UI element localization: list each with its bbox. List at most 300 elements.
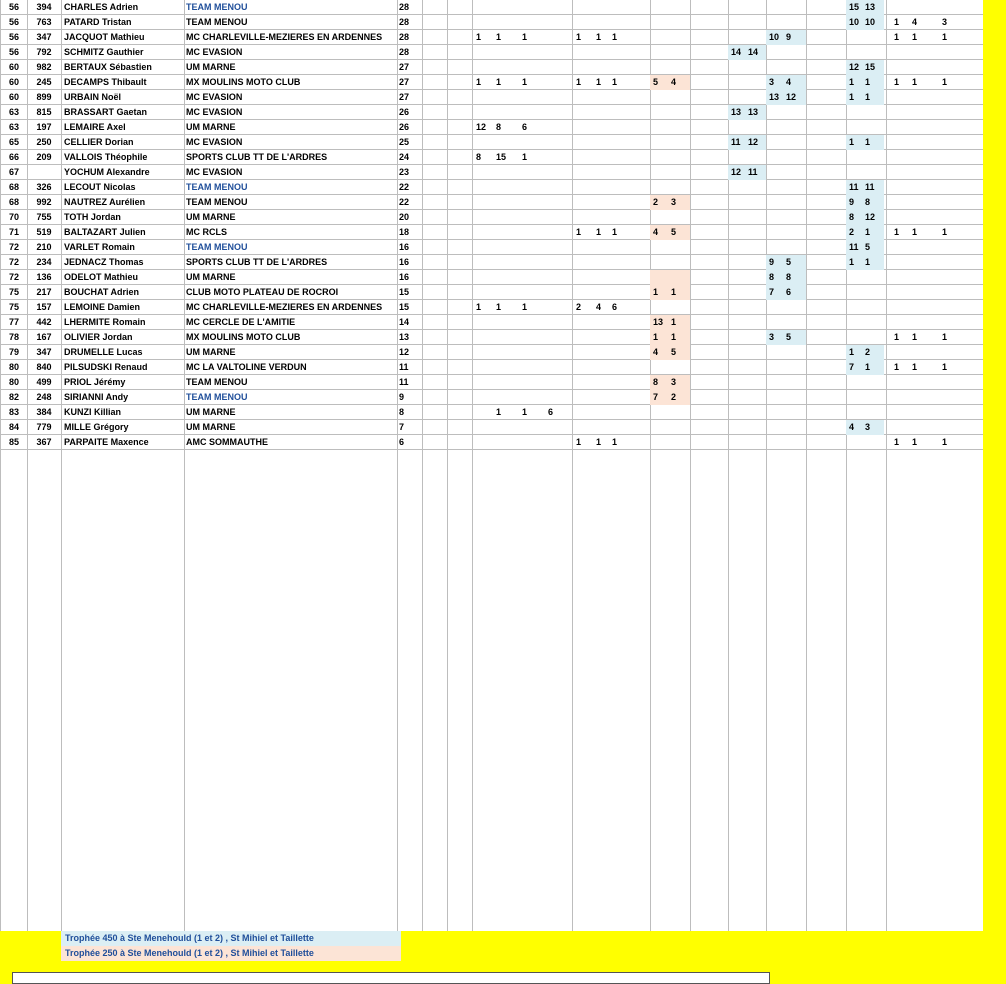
rank-cell: 60 xyxy=(8,92,19,102)
score-value: 4 xyxy=(596,302,602,312)
score-value: 1 xyxy=(894,437,900,447)
points-cell: 23 xyxy=(399,167,410,177)
score-value: 4 xyxy=(653,347,659,357)
score-value: 1 xyxy=(849,347,855,357)
club-cell: TEAM MENOU xyxy=(186,182,248,192)
bib-number-cell: 209 xyxy=(36,152,52,162)
score-value: 1 xyxy=(576,77,582,87)
table-row xyxy=(0,360,983,375)
bib-number-cell: 217 xyxy=(36,287,52,297)
table-row xyxy=(0,330,983,345)
score-group xyxy=(846,240,884,255)
table-row xyxy=(0,120,983,135)
club-cell: TEAM MENOU xyxy=(186,242,248,252)
score-value: 1 xyxy=(496,302,502,312)
score-value: 1 xyxy=(849,137,855,147)
table-row xyxy=(0,105,983,120)
bib-number-cell: 157 xyxy=(36,302,52,312)
club-cell: TEAM MENOU xyxy=(186,392,248,402)
score-value: 6 xyxy=(522,122,528,132)
club-cell: MC EVASION xyxy=(186,137,243,147)
score-value: 12 xyxy=(849,62,860,72)
score-value: 5 xyxy=(671,347,677,357)
score-value: 1 xyxy=(865,257,871,267)
score-group xyxy=(650,75,690,90)
table-row xyxy=(0,405,983,420)
rank-cell: 80 xyxy=(8,377,19,387)
score-value: 11 xyxy=(731,137,741,147)
score-value: 2 xyxy=(849,227,855,237)
score-group xyxy=(886,330,956,345)
score-value: 1 xyxy=(612,227,618,237)
rank-cell: 72 xyxy=(8,272,19,282)
score-value: 8 xyxy=(849,212,855,222)
rider-name-cell: KUNZI Killian xyxy=(64,407,122,417)
rank-cell: 56 xyxy=(8,17,19,27)
score-value: 3 xyxy=(769,77,775,87)
score-group xyxy=(650,390,690,405)
rider-name-cell: CHARLES Adrien xyxy=(64,2,139,12)
score-value: 1 xyxy=(671,287,677,297)
score-value: 1 xyxy=(865,227,871,237)
score-value: 13 xyxy=(653,317,664,327)
score-value: 1 xyxy=(894,77,900,87)
rank-cell: 80 xyxy=(8,362,19,372)
table-row xyxy=(0,90,983,105)
rank-cell: 71 xyxy=(8,227,19,237)
points-cell: 15 xyxy=(399,302,410,312)
rider-name-cell: PILSUDSKI Renaud xyxy=(64,362,148,372)
points-cell: 20 xyxy=(399,212,410,222)
rider-name-cell: BOUCHAT Adrien xyxy=(64,287,139,297)
score-value: 6 xyxy=(548,407,554,417)
score-group xyxy=(728,105,766,120)
score-value: 1 xyxy=(476,77,482,87)
rank-cell: 84 xyxy=(8,422,19,432)
club-cell: TEAM MENOU xyxy=(186,197,248,207)
bib-number-cell: 347 xyxy=(36,347,52,357)
bib-number-cell xyxy=(27,165,61,180)
score-value: 12 xyxy=(786,92,797,102)
bib-number-cell: 442 xyxy=(36,317,52,327)
score-group xyxy=(766,285,806,300)
score-group xyxy=(572,435,648,450)
rank-cell: 85 xyxy=(8,437,19,447)
score-value: 1 xyxy=(865,92,871,102)
club-cell: SPORTS CLUB TT DE L'ARDRES xyxy=(186,257,328,267)
rank-cell: 67 xyxy=(8,167,19,177)
club-cell: SPORTS CLUB TT DE L'ARDRES xyxy=(186,152,328,162)
bib-number-cell: 367 xyxy=(36,437,52,447)
score-group xyxy=(472,120,570,135)
table-row xyxy=(0,180,983,195)
score-value: 9 xyxy=(786,32,792,42)
score-value: 11 xyxy=(748,167,758,177)
rider-name-cell: LEMOINE Damien xyxy=(64,302,141,312)
score-group xyxy=(846,360,884,375)
score-group xyxy=(886,225,956,240)
rider-name-cell: LHERMITE Romain xyxy=(64,317,146,327)
score-group xyxy=(766,330,806,345)
score-value: 13 xyxy=(865,2,876,12)
score-value: 13 xyxy=(769,92,780,102)
rank-cell: 60 xyxy=(8,77,19,87)
score-value: 14 xyxy=(731,47,742,57)
score-value: 9 xyxy=(849,197,855,207)
club-cell: MC EVASION xyxy=(186,167,243,177)
score-value: 10 xyxy=(849,17,860,27)
bib-number-cell: 840 xyxy=(36,362,52,372)
rank-cell: 72 xyxy=(8,242,19,252)
score-value: 5 xyxy=(865,242,871,252)
score-value: 1 xyxy=(576,437,582,447)
table-row xyxy=(0,150,983,165)
club-cell: TEAM MENOU xyxy=(186,17,248,27)
score-value: 5 xyxy=(653,77,659,87)
score-group xyxy=(650,315,690,330)
rider-name-cell: VALLOIS Théophile xyxy=(64,152,148,162)
bib-number-cell: 384 xyxy=(36,407,52,417)
points-cell: 27 xyxy=(399,62,410,72)
bib-number-cell: 755 xyxy=(36,212,52,222)
score-value: 1 xyxy=(653,332,659,342)
table-row xyxy=(0,0,983,15)
score-group xyxy=(846,345,884,360)
score-group xyxy=(846,420,884,435)
rider-name-cell: ODELOT Mathieu xyxy=(64,272,138,282)
score-group xyxy=(766,30,806,45)
bib-number-cell: 499 xyxy=(36,377,52,387)
rider-name-cell: MILLE Grégory xyxy=(64,422,129,432)
club-cell: UM MARNE xyxy=(186,422,236,432)
score-value: 1 xyxy=(894,362,900,372)
score-group xyxy=(650,270,690,285)
legend-trophy-250: Trophée 250 à Ste Menehould (1 et 2) , St Mihiel et Taillette xyxy=(61,946,401,961)
table-row xyxy=(0,45,983,60)
score-group xyxy=(472,30,570,45)
score-group xyxy=(846,225,884,240)
club-cell: TEAM MENOU xyxy=(186,377,248,387)
score-value: 1 xyxy=(912,362,918,372)
bib-number-cell: 167 xyxy=(36,332,52,342)
score-value: 11 xyxy=(849,182,859,192)
score-group xyxy=(572,75,648,90)
rank-cell: 75 xyxy=(8,302,19,312)
rider-name-cell: BALTAZART Julien xyxy=(64,227,146,237)
score-value: 11 xyxy=(849,242,859,252)
score-value: 1 xyxy=(576,227,582,237)
score-value: 1 xyxy=(596,227,602,237)
rank-cell: 75 xyxy=(8,287,19,297)
rider-name-cell: NAUTREZ Aurélien xyxy=(64,197,146,207)
rank-cell: 68 xyxy=(8,197,19,207)
score-value: 3 xyxy=(942,17,948,27)
score-value: 1 xyxy=(942,437,948,447)
score-value: 12 xyxy=(731,167,742,177)
points-cell: 8 xyxy=(399,407,405,417)
points-cell: 26 xyxy=(399,107,410,117)
score-value: 2 xyxy=(653,197,659,207)
score-value: 1 xyxy=(496,32,502,42)
score-value: 8 xyxy=(786,272,792,282)
score-value: 1 xyxy=(849,92,855,102)
club-cell: MX MOULINS MOTO CLUB xyxy=(186,77,301,87)
score-group xyxy=(846,255,884,270)
legend-trophy-450: Trophée 450 à Ste Menehould (1 et 2) , St Mihiel et Taillette xyxy=(61,931,401,946)
score-value: 12 xyxy=(748,137,759,147)
points-cell: 25 xyxy=(399,137,410,147)
points-cell: 26 xyxy=(399,122,410,132)
club-cell: UM MARNE xyxy=(186,272,236,282)
points-cell: 24 xyxy=(399,152,410,162)
points-cell: 9 xyxy=(399,392,405,402)
rider-name-cell: DECAMPS Thibault xyxy=(64,77,147,87)
table-row xyxy=(0,435,983,450)
score-value: 4 xyxy=(653,227,659,237)
score-group xyxy=(572,225,648,240)
club-cell: MC LA VALTOLINE VERDUN xyxy=(186,362,307,372)
table-row xyxy=(0,345,983,360)
bib-number-cell: 250 xyxy=(36,137,52,147)
score-value: 12 xyxy=(476,122,487,132)
score-group xyxy=(572,300,648,315)
score-value: 1 xyxy=(496,77,502,87)
score-value: 1 xyxy=(865,137,871,147)
table-row xyxy=(0,270,983,285)
points-cell: 11 xyxy=(399,377,409,387)
score-value: 10 xyxy=(865,17,876,27)
points-cell: 22 xyxy=(399,182,410,192)
score-group xyxy=(846,75,884,90)
bib-number-cell: 519 xyxy=(36,227,52,237)
rider-name-cell: CELLIER Dorian xyxy=(64,137,134,147)
score-group xyxy=(572,30,648,45)
bib-number-cell: 210 xyxy=(36,242,52,252)
bib-number-cell: 234 xyxy=(36,257,52,267)
points-cell: 27 xyxy=(399,92,410,102)
score-value: 1 xyxy=(865,77,871,87)
club-cell: MC RCLS xyxy=(186,227,227,237)
club-cell: MC CHARLEVILLE-MEZIERES EN ARDENNES xyxy=(186,302,383,312)
table-row xyxy=(0,60,983,75)
score-value: 1 xyxy=(496,407,502,417)
table-row xyxy=(0,420,983,435)
score-value: 1 xyxy=(942,227,948,237)
score-value: 4 xyxy=(671,77,677,87)
table-row xyxy=(0,375,983,390)
rider-name-cell: VARLET Romain xyxy=(64,242,135,252)
points-cell: 28 xyxy=(399,2,410,12)
rider-name-cell: LEMAIRE Axel xyxy=(64,122,126,132)
score-value: 1 xyxy=(942,32,948,42)
rider-name-cell: URBAIN Noël xyxy=(64,92,122,102)
score-group xyxy=(650,345,690,360)
score-value: 5 xyxy=(671,227,677,237)
score-group xyxy=(650,285,690,300)
bib-number-cell: 347 xyxy=(36,32,52,42)
rider-name-cell: DRUMELLE Lucas xyxy=(64,347,143,357)
table-row xyxy=(0,15,983,30)
score-value: 11 xyxy=(865,182,875,192)
club-cell: TEAM MENOU xyxy=(186,2,248,12)
score-group xyxy=(766,270,806,285)
score-value: 14 xyxy=(748,47,759,57)
bib-number-cell: 982 xyxy=(36,62,52,72)
points-cell: 14 xyxy=(399,317,410,327)
score-value: 1 xyxy=(942,362,948,372)
score-value: 1 xyxy=(942,77,948,87)
score-value: 1 xyxy=(522,152,528,162)
points-cell: 16 xyxy=(399,242,410,252)
points-cell: 12 xyxy=(399,347,410,357)
table-row xyxy=(0,75,983,90)
club-cell: UM MARNE xyxy=(186,212,236,222)
rider-name-cell: JACQUOT Mathieu xyxy=(64,32,145,42)
club-cell: UM MARNE xyxy=(186,347,236,357)
rank-cell: 66 xyxy=(8,152,19,162)
score-value: 2 xyxy=(576,302,582,312)
rider-name-cell: JEDNACZ Thomas xyxy=(64,257,144,267)
score-value: 1 xyxy=(596,437,602,447)
rider-name-cell: PATARD Tristan xyxy=(64,17,132,27)
rider-name-cell: TOTH Jordan xyxy=(64,212,121,222)
points-cell: 18 xyxy=(399,227,410,237)
rider-name-cell: PRIOL Jérémy xyxy=(64,377,126,387)
rank-cell: 60 xyxy=(8,62,19,72)
score-group xyxy=(846,60,884,75)
score-value: 3 xyxy=(769,332,775,342)
rider-name-cell: BERTAUX Sébastien xyxy=(64,62,152,72)
score-value: 15 xyxy=(496,152,507,162)
bib-number-cell: 815 xyxy=(36,107,52,117)
score-value: 1 xyxy=(942,332,948,342)
score-value: 9 xyxy=(769,257,775,267)
bib-number-cell: 326 xyxy=(36,182,52,192)
points-cell: 28 xyxy=(399,17,410,27)
footer-box xyxy=(12,972,770,984)
table-row xyxy=(0,165,983,180)
score-value: 8 xyxy=(496,122,502,132)
table-row xyxy=(0,30,983,45)
score-value: 3 xyxy=(671,197,677,207)
score-value: 1 xyxy=(849,257,855,267)
score-group xyxy=(728,135,766,150)
table-row xyxy=(0,315,983,330)
rider-name-cell: SIRIANNI Andy xyxy=(64,392,129,402)
score-value: 1 xyxy=(522,302,528,312)
score-group xyxy=(846,15,884,30)
score-value: 1 xyxy=(671,332,677,342)
table-row xyxy=(0,135,983,150)
score-value: 2 xyxy=(865,347,871,357)
score-group xyxy=(846,135,884,150)
score-value: 15 xyxy=(865,62,876,72)
score-group xyxy=(766,90,806,105)
rank-cell: 82 xyxy=(8,392,19,402)
table-row xyxy=(0,285,983,300)
points-cell: 28 xyxy=(399,47,410,57)
score-value: 1 xyxy=(596,32,602,42)
score-group xyxy=(846,0,884,15)
bib-number-cell: 245 xyxy=(36,77,52,87)
club-cell: MX MOULINS MOTO CLUB xyxy=(186,332,301,342)
points-cell: 28 xyxy=(399,32,410,42)
rank-cell: 70 xyxy=(8,212,19,222)
score-group xyxy=(766,255,806,270)
score-value: 6 xyxy=(786,287,792,297)
score-value: 1 xyxy=(912,227,918,237)
score-value: 8 xyxy=(653,377,659,387)
score-group xyxy=(472,300,570,315)
score-value: 1 xyxy=(894,17,900,27)
score-value: 1 xyxy=(894,332,900,342)
rank-cell: 56 xyxy=(8,2,19,12)
rank-cell: 56 xyxy=(8,32,19,42)
club-cell: UM MARNE xyxy=(186,122,236,132)
score-value: 3 xyxy=(865,422,871,432)
rider-name-cell: SCHMITZ Gauthier xyxy=(64,47,144,57)
points-cell: 16 xyxy=(399,257,410,267)
club-cell: MC CERCLE DE L'AMITIE xyxy=(186,317,296,327)
table-row xyxy=(0,195,983,210)
rank-cell: 79 xyxy=(8,347,19,357)
bib-number-cell: 899 xyxy=(36,92,52,102)
rank-cell: 77 xyxy=(8,317,19,327)
rider-name-cell: YOCHUM Alexandre xyxy=(64,167,150,177)
rank-cell: 83 xyxy=(8,407,19,417)
score-value: 12 xyxy=(865,212,876,222)
table-row xyxy=(0,390,983,405)
rank-cell: 68 xyxy=(8,182,19,192)
table-row xyxy=(0,255,983,270)
score-value: 1 xyxy=(653,287,659,297)
club-cell: MC EVASION xyxy=(186,92,243,102)
score-group xyxy=(846,195,884,210)
score-value: 8 xyxy=(769,272,775,282)
score-value: 1 xyxy=(865,362,871,372)
score-value: 4 xyxy=(849,422,855,432)
score-value: 1 xyxy=(522,407,528,417)
table-row xyxy=(0,300,983,315)
rank-cell: 63 xyxy=(8,122,19,132)
rank-cell: 72 xyxy=(8,257,19,267)
score-group xyxy=(650,330,690,345)
score-value: 7 xyxy=(849,362,855,372)
score-value: 4 xyxy=(786,77,792,87)
points-cell: 16 xyxy=(399,272,410,282)
rank-cell: 63 xyxy=(8,107,19,117)
score-group xyxy=(886,30,956,45)
score-group xyxy=(650,225,690,240)
score-value: 1 xyxy=(612,437,618,447)
rider-name-cell: LECOUT Nicolas xyxy=(64,182,136,192)
score-value: 1 xyxy=(476,32,482,42)
score-value: 1 xyxy=(522,77,528,87)
score-value: 1 xyxy=(912,77,918,87)
club-cell: MC CHARLEVILLE-MEZIERES EN ARDENNES xyxy=(186,32,383,42)
score-group xyxy=(886,435,956,450)
club-cell: AMC SOMMAUTHE xyxy=(186,437,268,447)
score-value: 8 xyxy=(476,152,482,162)
score-group xyxy=(886,15,956,30)
rank-cell: 78 xyxy=(8,332,19,342)
score-value: 1 xyxy=(912,332,918,342)
points-cell: 22 xyxy=(399,197,410,207)
score-group xyxy=(728,165,766,180)
points-cell: 15 xyxy=(399,287,410,297)
score-group xyxy=(650,195,690,210)
score-value: 6 xyxy=(612,302,618,312)
